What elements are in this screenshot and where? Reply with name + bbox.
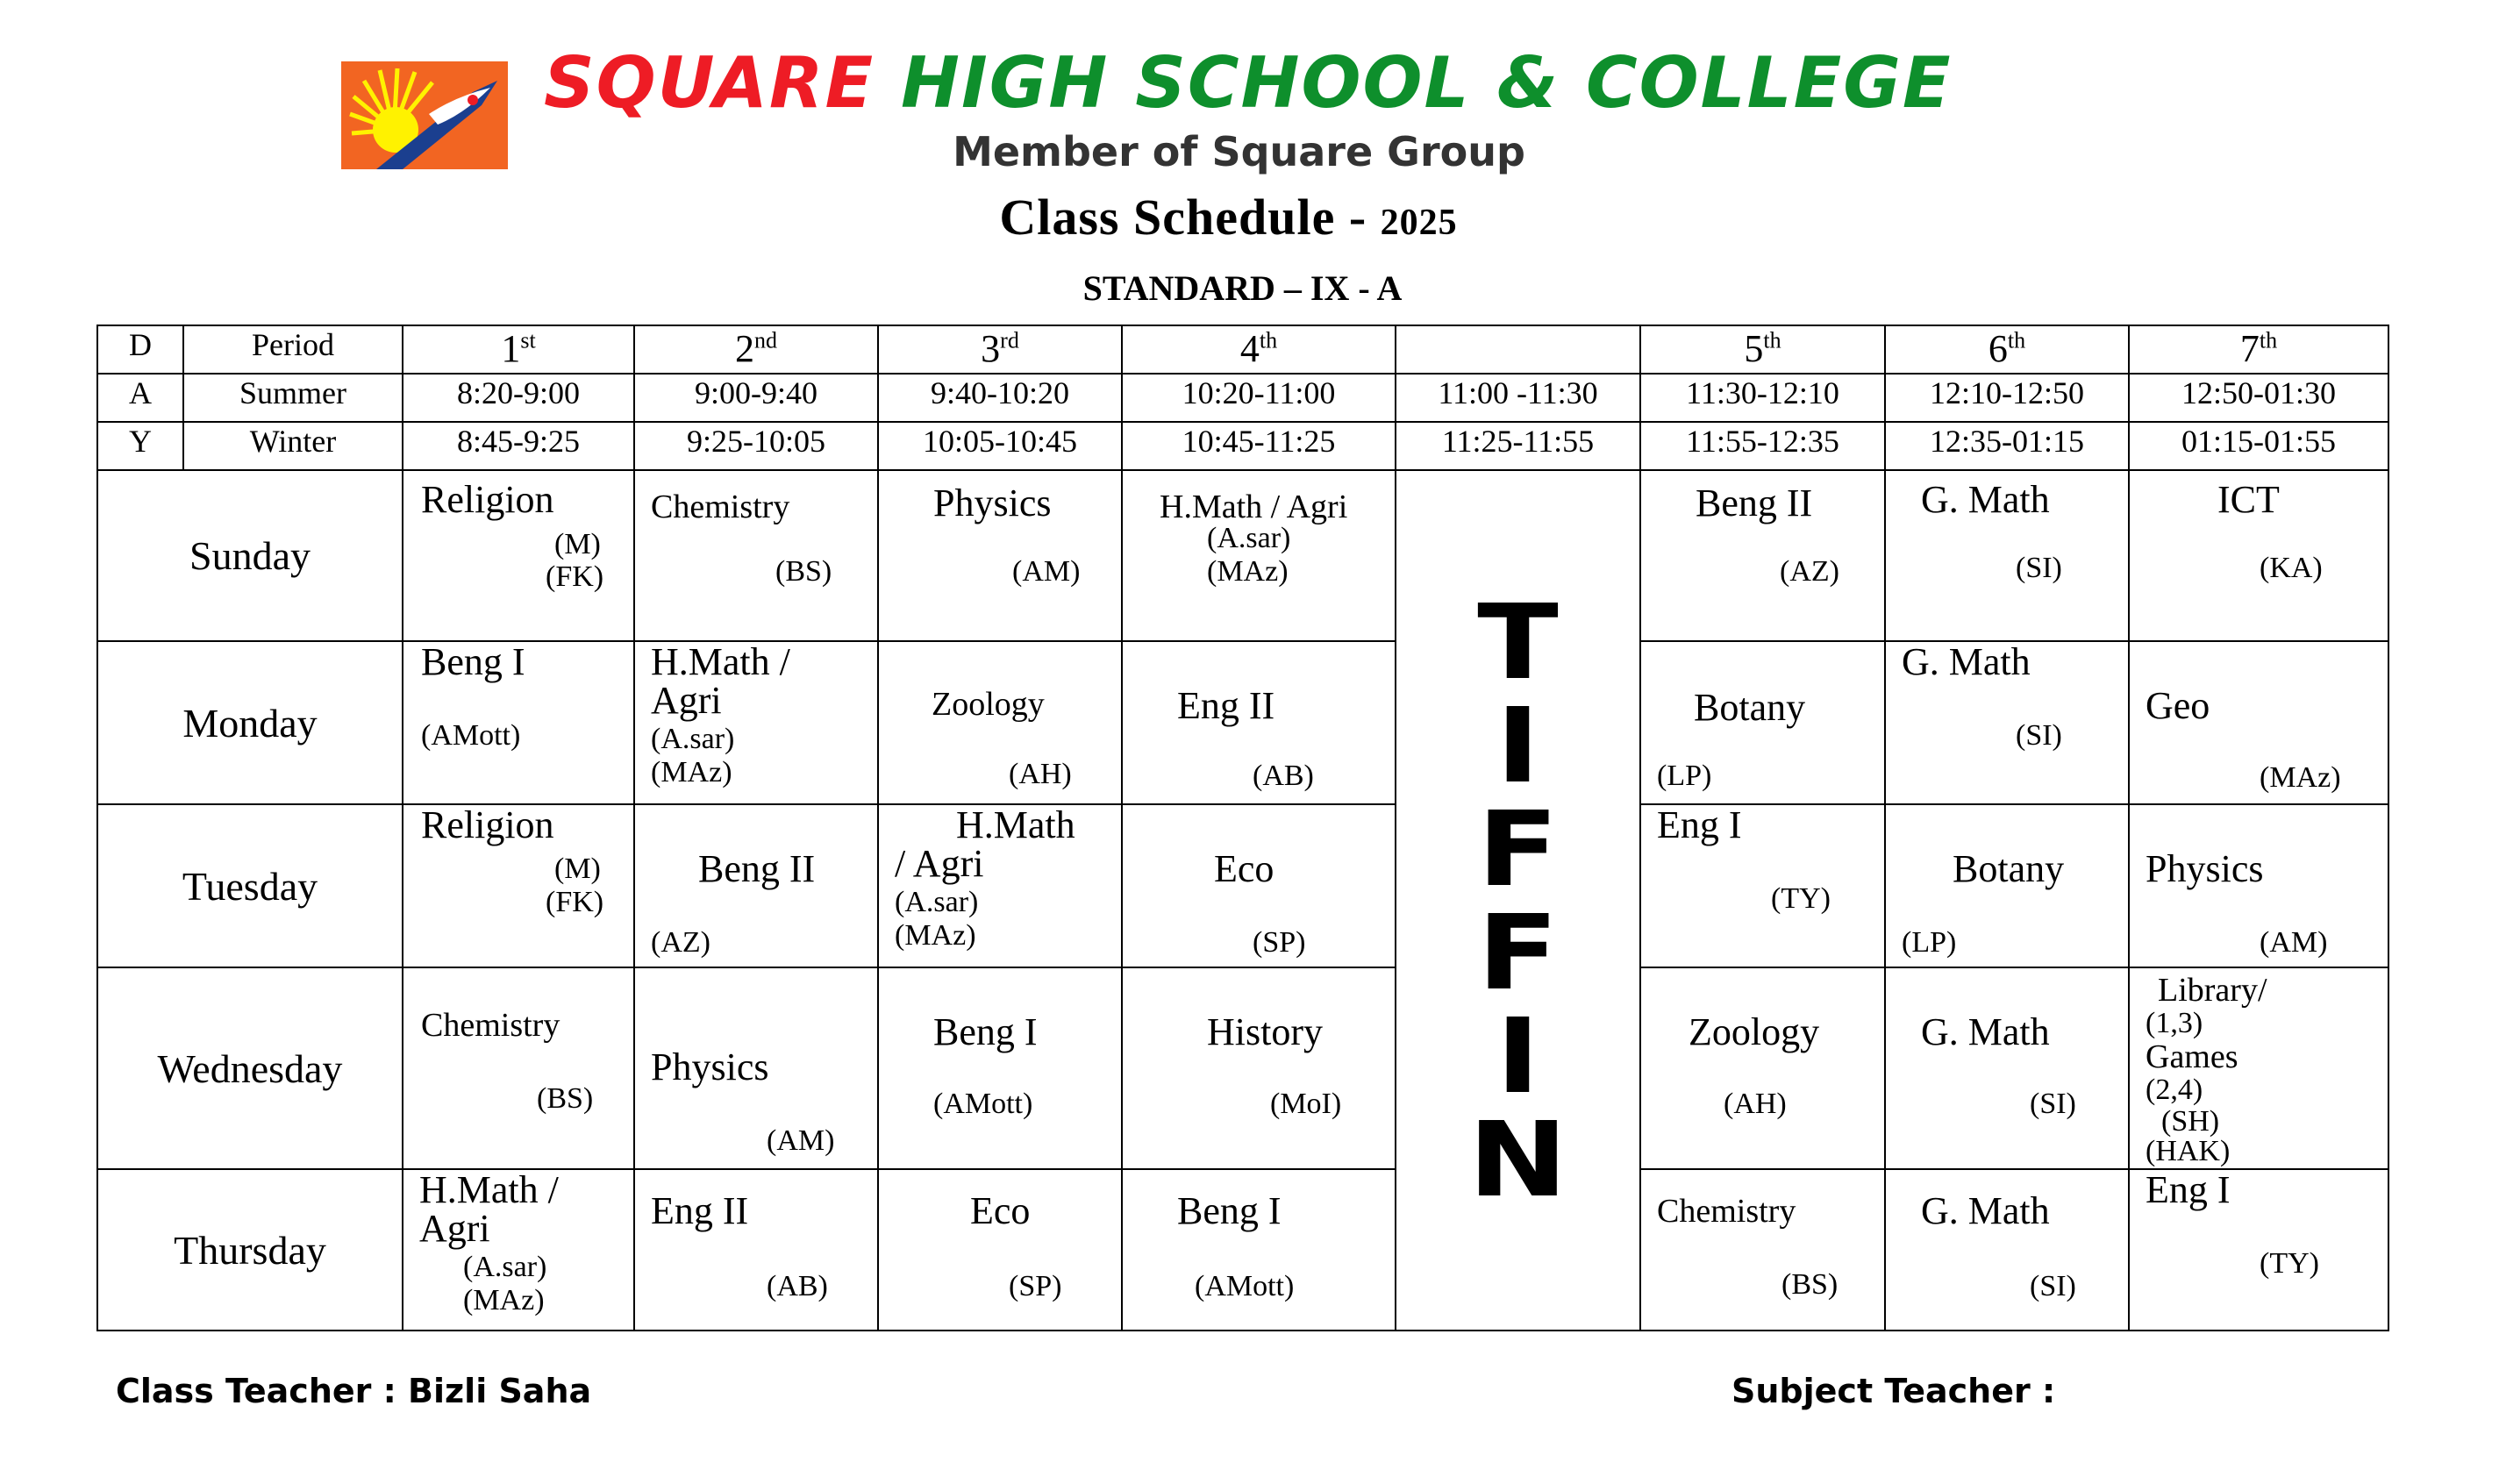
teacher-code: (FK) (546, 560, 604, 593)
subject-name: Zoology (932, 686, 1045, 723)
class-teacher: Class Teacher : Bizli Saha (116, 1372, 592, 1410)
period-header (1122, 325, 1396, 374)
teacher-code: (HAK) (2146, 1135, 2231, 1167)
period-header (2129, 325, 2388, 374)
period-number: 4 (1239, 327, 1260, 370)
class-cell (1122, 470, 1396, 641)
subject-name: Eng II (1177, 684, 1275, 727)
class-cell (403, 967, 634, 1169)
period-number: 6 (1988, 327, 2008, 370)
teacher-code: (BS) (775, 555, 832, 588)
subject-name: Eco (1214, 847, 1274, 890)
schedule-year: 2025 (1380, 203, 1458, 243)
subject-name: Beng I (421, 641, 525, 683)
teacher-code: (AB) (767, 1270, 828, 1302)
standard-text: STANDARD – IX - A (1082, 268, 1403, 308)
class-cell (403, 641, 634, 804)
teacher-code: (AZ) (651, 926, 710, 959)
summer-time: 11:30-12:10 (1640, 374, 1885, 422)
subject-name: Beng I (1177, 1189, 1282, 1232)
schedule-table (96, 325, 2389, 1331)
tiffin-letter: F (1477, 891, 1559, 1013)
member-subtitle (0, 128, 2499, 175)
class-cell (878, 1169, 1122, 1331)
teacher-code: (M) (554, 853, 601, 885)
subject-name: Eco (970, 1189, 1031, 1232)
tiffin-break (1396, 470, 1640, 1331)
period-header (878, 325, 1122, 374)
subject-name: H.Math / Agri (1160, 489, 1348, 525)
teacher-code: (AMott) (933, 1088, 1033, 1120)
teacher-code: (TY) (2260, 1247, 2319, 1280)
period-suffix: nd (754, 327, 777, 353)
subject-name: G. Math (1921, 1010, 2050, 1053)
class-cell (1885, 1169, 2129, 1331)
teacher-code: (BS) (537, 1082, 594, 1115)
period-number: 7 (2239, 327, 2260, 370)
teacher-code: (A.sar) (895, 886, 979, 918)
teacher-code: (A.sar) (651, 723, 735, 755)
teacher-code: / Agri (895, 842, 984, 885)
subject-name: Chemistry (421, 1007, 560, 1044)
tiffin-letter: I (1496, 684, 1540, 806)
teacher-code: (MAz) (651, 756, 732, 788)
teacher-code: (A.sar) (1207, 522, 1291, 554)
class-cell (1640, 804, 1885, 967)
day-row (97, 967, 2388, 1169)
member-text: Member of Square Group (953, 128, 1525, 175)
teacher-code: (A.sar) (463, 1251, 547, 1283)
subject-name: History (1207, 1010, 1323, 1053)
summer-time: 10:20-11:00 (1122, 374, 1396, 422)
subject-name: G. Math (1921, 478, 2050, 521)
subject-name: H.Math / (419, 1169, 559, 1211)
winter-time: 11:55-12:35 (1640, 422, 1885, 470)
subject-name: Religion (421, 804, 554, 846)
day-name: Monday (97, 641, 403, 804)
period-header (403, 325, 634, 374)
teacher-code: (MoI) (1270, 1088, 1342, 1120)
teacher-code: (SI) (2030, 1088, 2076, 1120)
class-cell (2129, 641, 2388, 804)
teacher-code: (MAz) (1207, 555, 1289, 588)
summer-time: 9:00-9:40 (634, 374, 878, 422)
teacher-code: (MAz) (895, 919, 976, 952)
teacher-code: (FK) (546, 886, 604, 918)
teacher-code: (AH) (1009, 758, 1072, 790)
period-number: 2 (735, 327, 754, 370)
class-cell (1122, 1169, 1396, 1331)
teacher-code: (MAz) (2260, 761, 2341, 794)
tiffin-letter: T (1477, 581, 1559, 703)
period-suffix: th (2007, 327, 2026, 353)
class-cell (2129, 1169, 2388, 1331)
teacher-code: Games (2146, 1038, 2238, 1075)
class-cell (878, 967, 1122, 1169)
winter-time: 9:25-10:05 (634, 422, 878, 470)
class-cell (1640, 470, 1885, 641)
class-cell (1122, 967, 1396, 1169)
subject-name: Botany (1953, 847, 2065, 890)
subject-name: Eng I (1657, 804, 1742, 846)
subject-name: Beng I (933, 1010, 1038, 1053)
row-label-winter: Winter (183, 422, 403, 470)
tiffin-letter: F (1477, 788, 1559, 910)
class-cell (403, 470, 634, 641)
day-name: Wednesday (97, 967, 403, 1169)
subject-name: ICT (2217, 478, 2280, 521)
period-header (1396, 325, 1640, 374)
teacher-code: (1,3) (2146, 1007, 2203, 1039)
class-cell (878, 470, 1122, 641)
row-label-summer: Summer (183, 374, 403, 422)
day-row (97, 804, 2388, 967)
subject-name: Eng II (651, 1189, 749, 1232)
period-header (1885, 325, 2129, 374)
day-name: Tuesday (97, 804, 403, 967)
period-suffix: st (520, 327, 536, 353)
winter-time: 01:15-01:55 (2129, 422, 2388, 470)
class-cell (1122, 641, 1396, 804)
period-number: 1 (501, 327, 521, 370)
teacher-code: (M) (554, 528, 601, 560)
class-cell (634, 641, 878, 804)
teacher-code: (SI) (2016, 719, 2062, 752)
period-header (634, 325, 878, 374)
winter-time: 12:35-01:15 (1885, 422, 2129, 470)
class-cell (1885, 967, 2129, 1169)
teacher-code: (SP) (1253, 926, 1306, 959)
subject-name: Geo (2146, 684, 2210, 727)
period-number: 5 (1744, 327, 1764, 370)
class-cell (1640, 1169, 1885, 1331)
subject-name: Botany (1694, 686, 1806, 729)
summer-time: 8:20-9:00 (403, 374, 634, 422)
teacher-code: (SI) (2016, 552, 2062, 584)
period-suffix: th (2259, 327, 2278, 353)
teacher-code: (AM) (767, 1124, 835, 1157)
teacher-code: (AZ) (1780, 555, 1839, 588)
subject-name: Chemistry (651, 489, 790, 525)
school-name (544, 42, 1953, 124)
winter-time: 11:25-11:55 (1396, 422, 1640, 470)
class-cell (1885, 804, 2129, 967)
schedule-title (0, 188, 2499, 246)
subject-name: Physics (933, 482, 1052, 524)
class-cell (1885, 641, 2129, 804)
subject-name: Religion (421, 478, 554, 521)
subject-name: Library/ (2158, 972, 2267, 1009)
teacher-code: (SP) (1009, 1270, 1062, 1302)
subject-name: Physics (651, 1045, 769, 1088)
teacher-code: Agri (651, 679, 722, 722)
class-cell (878, 641, 1122, 804)
teacher-code: (AB) (1253, 760, 1314, 792)
teacher-code: (SI) (2030, 1270, 2076, 1302)
subject-name: H.Math (956, 804, 1075, 846)
day-letter: Y (97, 422, 183, 470)
subject-name: Zoology (1689, 1010, 1820, 1053)
teacher-code: (AMott) (1195, 1270, 1295, 1302)
class-cell (1640, 967, 1885, 1169)
header-row-period (97, 325, 2388, 374)
period-suffix: th (1763, 327, 1781, 353)
school-name-part1: SQUARE (544, 42, 875, 124)
period-number: 3 (981, 327, 1001, 370)
class-cell (403, 1169, 634, 1331)
period-suffix: rd (1000, 327, 1019, 353)
teacher-code: (SH) (2161, 1105, 2220, 1138)
day-name: Sunday (97, 470, 403, 641)
summer-time: 12:50-01:30 (2129, 374, 2388, 422)
class-cell (2129, 804, 2388, 967)
summer-time: 11:00 -11:30 (1396, 374, 1640, 422)
period-header (1640, 325, 1885, 374)
schedule-title-text: Class Schedule - (999, 189, 1367, 246)
class-cell (2129, 470, 2388, 641)
period-suffix: th (1259, 327, 1278, 353)
day-letter: A (97, 374, 183, 422)
class-cell (1640, 641, 1885, 804)
winter-time: 10:05-10:45 (878, 422, 1122, 470)
class-cell (1122, 804, 1396, 967)
subject-name: G. Math (1902, 641, 2031, 683)
subject-name: H.Math / (651, 641, 790, 683)
summer-time: 9:40-10:20 (878, 374, 1122, 422)
day-name: Thursday (97, 1169, 403, 1331)
subject-name: Physics (2146, 847, 2264, 890)
subject-teacher: Subject Teacher : (1731, 1372, 2056, 1410)
teacher-code: (AM) (1012, 555, 1081, 588)
subject-name: G. Math (1921, 1189, 2050, 1232)
teacher-code: (BS) (1781, 1268, 1839, 1301)
class-cell (634, 470, 878, 641)
class-cell (878, 804, 1122, 967)
teacher-code: (2,4) (2146, 1074, 2203, 1106)
class-cell (403, 804, 634, 967)
subject-name: Chemistry (1657, 1193, 1796, 1230)
teacher-code: (LP) (1902, 926, 1957, 959)
class-cell (2129, 967, 2388, 1169)
day-letter: D (97, 325, 183, 374)
tiffin-letter: I (1496, 995, 1540, 1117)
winter-time: 10:45-11:25 (1122, 422, 1396, 470)
teacher-code: (MAz) (463, 1284, 545, 1316)
tiffin-letter: N (1467, 1098, 1568, 1220)
class-cell (634, 804, 878, 967)
subject-name: Beng II (698, 847, 816, 890)
summer-time: 12:10-12:50 (1885, 374, 2129, 422)
day-row (97, 1169, 2388, 1331)
standard-label (0, 268, 2499, 309)
subject-name: Beng II (1696, 482, 1813, 524)
day-row (97, 641, 2388, 804)
class-cell (634, 967, 878, 1169)
class-cell (1885, 470, 2129, 641)
subject-name: Eng I (2146, 1169, 2231, 1211)
school-name-part2: HIGH SCHOOL & COLLEGE (901, 42, 1953, 124)
teacher-code: (LP) (1657, 760, 1712, 792)
header-row-winter (97, 422, 2388, 470)
teacher-code: (AM) (2260, 926, 2328, 959)
class-cell (634, 1169, 878, 1331)
winter-time: 8:45-9:25 (403, 422, 634, 470)
row-label-period: Period (183, 325, 403, 374)
day-row (97, 470, 2388, 641)
teacher-code: (KA) (2260, 552, 2323, 584)
teacher-code: Agri (419, 1207, 490, 1250)
teacher-code: (TY) (1771, 882, 1831, 915)
header-row-summer (97, 374, 2388, 422)
teacher-code: (AMott) (421, 719, 521, 752)
teacher-code: (AH) (1724, 1088, 1787, 1120)
